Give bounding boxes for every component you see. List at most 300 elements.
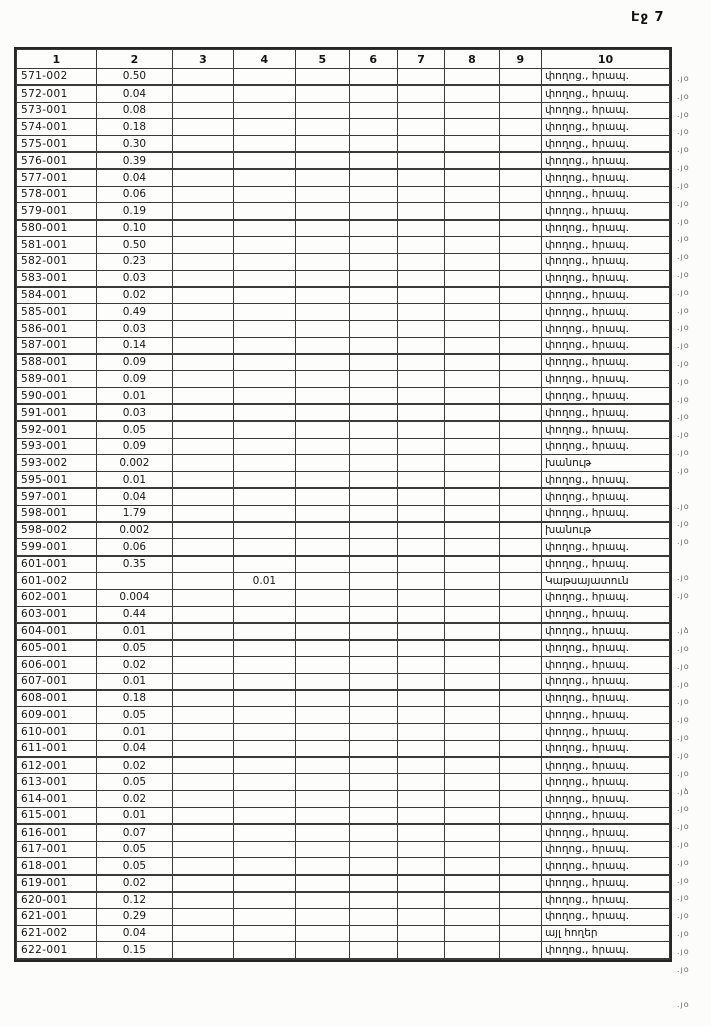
cell-empty bbox=[296, 136, 349, 153]
cell-empty bbox=[296, 824, 349, 841]
margin-mark: .յօ bbox=[677, 661, 690, 671]
cell-usage: փողոց., հրապ. bbox=[541, 774, 669, 791]
cell-area: 0.02 bbox=[96, 656, 173, 673]
margin-mark: .յօ bbox=[677, 822, 690, 832]
margin-mark: .յօ bbox=[677, 839, 690, 849]
cell-col4-value bbox=[233, 102, 295, 119]
cell-empty bbox=[296, 707, 349, 724]
cell-empty bbox=[296, 908, 349, 925]
cell-empty bbox=[499, 858, 541, 875]
cell-parcel-id: 610-001 bbox=[17, 724, 97, 741]
cell-empty bbox=[296, 556, 349, 573]
land-parcel-table bbox=[14, 47, 672, 962]
margin-mark: .յօ bbox=[677, 715, 690, 725]
margin-mark: .յձ bbox=[677, 626, 690, 636]
cell-col4-value bbox=[233, 455, 295, 472]
cell-empty bbox=[397, 152, 444, 169]
cell-parcel-id: 612-001 bbox=[17, 757, 97, 774]
cell-empty bbox=[397, 287, 444, 304]
cell-empty bbox=[349, 152, 397, 169]
cell-empty bbox=[445, 724, 499, 741]
column-header: 9 bbox=[499, 50, 541, 69]
cell-empty bbox=[173, 119, 233, 136]
cell-parcel-id: 601-002 bbox=[17, 572, 97, 589]
cell-empty bbox=[445, 673, 499, 690]
cell-empty bbox=[349, 186, 397, 203]
cell-col4-value bbox=[233, 85, 295, 102]
cell-empty bbox=[296, 808, 349, 825]
cell-empty bbox=[349, 169, 397, 186]
cell-empty bbox=[499, 875, 541, 892]
cell-empty bbox=[499, 220, 541, 237]
cell-col4-value bbox=[233, 539, 295, 556]
cell-usage: փողոց., հրապ. bbox=[541, 304, 669, 321]
table-row bbox=[17, 236, 670, 253]
cell-empty bbox=[349, 740, 397, 757]
table-row bbox=[17, 656, 670, 673]
cell-empty bbox=[445, 640, 499, 657]
cell-parcel-id: 593-001 bbox=[17, 438, 97, 455]
cell-empty bbox=[349, 119, 397, 136]
margin-mark: .յօ bbox=[677, 572, 690, 582]
cell-empty bbox=[499, 421, 541, 438]
cell-parcel-id: 584-001 bbox=[17, 287, 97, 304]
cell-empty bbox=[445, 69, 499, 86]
cell-col4-value bbox=[233, 724, 295, 741]
cell-empty bbox=[445, 505, 499, 522]
cell-parcel-id: 619-001 bbox=[17, 875, 97, 892]
cell-empty bbox=[499, 522, 541, 539]
cell-parcel-id: 598-001 bbox=[17, 505, 97, 522]
cell-usage: փողոց., հրապ. bbox=[541, 186, 669, 203]
cell-empty bbox=[173, 757, 233, 774]
cell-usage: փողոց., հրապ. bbox=[541, 808, 669, 825]
cell-area: 0.30 bbox=[96, 136, 173, 153]
cell-empty bbox=[397, 942, 444, 959]
cell-empty bbox=[173, 808, 233, 825]
cell-empty bbox=[397, 724, 444, 741]
cell-empty bbox=[499, 925, 541, 942]
cell-area: 0.05 bbox=[96, 421, 173, 438]
cell-area: 0.10 bbox=[96, 220, 173, 237]
cell-col4-value bbox=[233, 740, 295, 757]
cell-empty bbox=[173, 69, 233, 86]
table-row bbox=[17, 337, 670, 354]
cell-area bbox=[96, 572, 173, 589]
cell-empty bbox=[499, 404, 541, 421]
cell-area: 0.04 bbox=[96, 85, 173, 102]
margin-mark: .յօ bbox=[677, 697, 690, 707]
cell-area: 0.18 bbox=[96, 690, 173, 707]
cell-empty bbox=[349, 102, 397, 119]
table-row bbox=[17, 85, 670, 102]
cell-empty bbox=[173, 707, 233, 724]
cell-area: 0.14 bbox=[96, 337, 173, 354]
cell-empty bbox=[397, 707, 444, 724]
cell-area: 1.79 bbox=[96, 505, 173, 522]
cell-empty bbox=[397, 539, 444, 556]
cell-empty bbox=[445, 203, 499, 220]
cell-empty bbox=[173, 404, 233, 421]
cell-empty bbox=[499, 472, 541, 489]
cell-col4-value bbox=[233, 136, 295, 153]
cell-col4-value bbox=[233, 824, 295, 841]
cell-parcel-id: 605-001 bbox=[17, 640, 97, 657]
cell-empty bbox=[296, 875, 349, 892]
cell-col4-value bbox=[233, 908, 295, 925]
cell-usage: փողոց., հրապ. bbox=[541, 673, 669, 690]
cell-empty bbox=[499, 656, 541, 673]
cell-empty bbox=[397, 337, 444, 354]
cell-usage: փողոց., հրապ. bbox=[541, 404, 669, 421]
cell-empty bbox=[397, 236, 444, 253]
cell-empty bbox=[173, 320, 233, 337]
cell-col4-value bbox=[233, 186, 295, 203]
cell-empty bbox=[173, 522, 233, 539]
cell-empty bbox=[499, 85, 541, 102]
table-row bbox=[17, 724, 670, 741]
cell-parcel-id: 586-001 bbox=[17, 320, 97, 337]
cell-empty bbox=[173, 572, 233, 589]
cell-parcel-id: 602-001 bbox=[17, 589, 97, 606]
cell-empty bbox=[173, 690, 233, 707]
table-row bbox=[17, 152, 670, 169]
cell-col4-value bbox=[233, 606, 295, 623]
cell-area: 0.12 bbox=[96, 892, 173, 909]
cell-empty bbox=[296, 119, 349, 136]
cell-empty bbox=[296, 337, 349, 354]
margin-mark: .յօ bbox=[677, 929, 690, 938]
cell-empty bbox=[296, 791, 349, 808]
cell-empty bbox=[173, 455, 233, 472]
cell-parcel-id: 621-001 bbox=[17, 908, 97, 925]
cell-usage: փողոց., հրապ. bbox=[541, 589, 669, 606]
cell-empty bbox=[397, 85, 444, 102]
cell-usage: խանութ bbox=[541, 455, 669, 472]
cell-empty bbox=[173, 875, 233, 892]
table-row bbox=[17, 740, 670, 757]
margin-mark: .յօ bbox=[677, 74, 690, 83]
cell-empty bbox=[296, 388, 349, 405]
cell-empty bbox=[296, 404, 349, 421]
cell-area: 0.02 bbox=[96, 757, 173, 774]
cell-parcel-id: 617-001 bbox=[17, 841, 97, 858]
cell-empty bbox=[445, 320, 499, 337]
cell-usage: փողոց., հրապ. bbox=[541, 287, 669, 304]
cell-col4-value bbox=[233, 841, 295, 858]
cell-empty bbox=[173, 488, 233, 505]
cell-area: 0.06 bbox=[96, 186, 173, 203]
cell-usage: Կաթսայատուն bbox=[541, 572, 669, 589]
table-row bbox=[17, 707, 670, 724]
cell-area: 0.19 bbox=[96, 203, 173, 220]
cell-parcel-id: 604-001 bbox=[17, 623, 97, 640]
cell-empty bbox=[349, 656, 397, 673]
cell-parcel-id: 611-001 bbox=[17, 740, 97, 757]
cell-usage: փողոց., հրապ. bbox=[541, 707, 669, 724]
cell-empty bbox=[173, 673, 233, 690]
cell-area: 0.07 bbox=[96, 824, 173, 841]
cell-empty bbox=[499, 757, 541, 774]
cell-area: 0.05 bbox=[96, 841, 173, 858]
table-row bbox=[17, 673, 670, 690]
cell-empty bbox=[445, 858, 499, 875]
cell-empty bbox=[173, 236, 233, 253]
table-row bbox=[17, 404, 670, 421]
cell-area: 0.01 bbox=[96, 623, 173, 640]
cell-empty bbox=[499, 505, 541, 522]
cell-usage: փողոց., հրապ. bbox=[541, 539, 669, 556]
cell-empty bbox=[296, 606, 349, 623]
cell-col4-value bbox=[233, 371, 295, 388]
cell-empty bbox=[397, 404, 444, 421]
margin-mark: .յօ bbox=[677, 750, 690, 760]
cell-usage: փողոց., հրապ. bbox=[541, 119, 669, 136]
table-row bbox=[17, 354, 670, 371]
cell-empty bbox=[445, 304, 499, 321]
cell-usage: փողոց., հրապ. bbox=[541, 69, 669, 86]
cell-area: 0.18 bbox=[96, 119, 173, 136]
cell-parcel-id: 597-001 bbox=[17, 488, 97, 505]
cell-usage: փողոց., հրապ. bbox=[541, 892, 669, 909]
cell-col4-value bbox=[233, 640, 295, 657]
table-row bbox=[17, 136, 670, 153]
table-row bbox=[17, 169, 670, 186]
cell-empty bbox=[499, 824, 541, 841]
cell-empty bbox=[499, 774, 541, 791]
cell-empty bbox=[397, 925, 444, 942]
cell-empty bbox=[499, 690, 541, 707]
table-row bbox=[17, 942, 670, 959]
cell-empty bbox=[349, 337, 397, 354]
cell-empty bbox=[349, 606, 397, 623]
cell-empty bbox=[445, 589, 499, 606]
data-table bbox=[16, 49, 670, 960]
cell-empty bbox=[397, 623, 444, 640]
cell-area: 0.01 bbox=[96, 673, 173, 690]
cell-empty bbox=[296, 673, 349, 690]
cell-empty bbox=[397, 472, 444, 489]
table-row bbox=[17, 623, 670, 640]
cell-empty bbox=[499, 152, 541, 169]
table-row bbox=[17, 320, 670, 337]
cell-empty bbox=[445, 119, 499, 136]
cell-usage: փողոց., հրապ. bbox=[541, 236, 669, 253]
cell-empty bbox=[349, 556, 397, 573]
table-row bbox=[17, 757, 670, 774]
table-row bbox=[17, 455, 670, 472]
table-row bbox=[17, 472, 670, 489]
cell-empty bbox=[349, 757, 397, 774]
cell-empty bbox=[397, 656, 444, 673]
cell-area: 0.01 bbox=[96, 472, 173, 489]
column-header: 7 bbox=[397, 50, 444, 69]
cell-col4-value bbox=[233, 421, 295, 438]
cell-usage: փողոց., հրապ. bbox=[541, 791, 669, 808]
cell-empty bbox=[397, 908, 444, 925]
table-row bbox=[17, 589, 670, 606]
header-row bbox=[17, 50, 670, 69]
cell-usage: փողոց., հրապ. bbox=[541, 253, 669, 270]
cell-empty bbox=[397, 421, 444, 438]
cell-empty bbox=[499, 942, 541, 959]
cell-empty bbox=[397, 488, 444, 505]
table-row bbox=[17, 505, 670, 522]
cell-usage: փողոց., հրապ. bbox=[541, 740, 669, 757]
table-row bbox=[17, 824, 670, 841]
table-row bbox=[17, 572, 670, 589]
margin-mark: .յօ bbox=[677, 91, 690, 101]
cell-empty bbox=[397, 371, 444, 388]
cell-usage: փողոց., հրապ. bbox=[541, 354, 669, 371]
cell-area: 0.05 bbox=[96, 858, 173, 875]
cell-parcel-id: 621-002 bbox=[17, 925, 97, 942]
cell-area: 0.04 bbox=[96, 169, 173, 186]
column-header: 2 bbox=[96, 50, 173, 69]
cell-empty bbox=[349, 438, 397, 455]
cell-area: 0.09 bbox=[96, 354, 173, 371]
cell-empty bbox=[499, 236, 541, 253]
margin-mark: .յօ bbox=[677, 198, 690, 208]
margin-mark bbox=[677, 551, 709, 569]
cell-parcel-id: 592-001 bbox=[17, 421, 97, 438]
cell-empty bbox=[349, 572, 397, 589]
cell-empty bbox=[397, 858, 444, 875]
cell-area: 0.01 bbox=[96, 724, 173, 741]
cell-usage: փողոց., հրապ. bbox=[541, 371, 669, 388]
cell-empty bbox=[397, 522, 444, 539]
cell-area: 0.02 bbox=[96, 875, 173, 892]
table-row bbox=[17, 690, 670, 707]
cell-usage: փողոց., հրապ. bbox=[541, 85, 669, 102]
cell-empty bbox=[349, 421, 397, 438]
cell-empty bbox=[397, 673, 444, 690]
cell-empty bbox=[296, 253, 349, 270]
cell-empty bbox=[349, 724, 397, 741]
cell-empty bbox=[397, 119, 444, 136]
cell-empty bbox=[445, 791, 499, 808]
cell-parcel-id: 578-001 bbox=[17, 186, 97, 203]
cell-empty bbox=[173, 253, 233, 270]
cell-col4-value bbox=[233, 690, 295, 707]
cell-col4-value bbox=[233, 404, 295, 421]
cell-empty bbox=[349, 236, 397, 253]
cell-empty bbox=[349, 270, 397, 287]
column-header: 5 bbox=[296, 50, 349, 69]
cell-col4-value bbox=[233, 320, 295, 337]
cell-parcel-id: 598-002 bbox=[17, 522, 97, 539]
cell-parcel-id: 590-001 bbox=[17, 388, 97, 405]
cell-parcel-id: 615-001 bbox=[17, 808, 97, 825]
cell-col4-value bbox=[233, 858, 295, 875]
margin-mark: .յօ bbox=[677, 1000, 690, 1010]
cell-empty bbox=[173, 102, 233, 119]
margin-mark: .յօ bbox=[677, 430, 690, 440]
margin-mark: .յօ bbox=[677, 127, 690, 137]
cell-col4-value bbox=[233, 875, 295, 892]
cell-usage: փողոց., հրապ. bbox=[541, 102, 669, 119]
cell-empty bbox=[397, 505, 444, 522]
cell-empty bbox=[173, 287, 233, 304]
cell-empty bbox=[445, 707, 499, 724]
cell-empty bbox=[397, 757, 444, 774]
cell-empty bbox=[445, 169, 499, 186]
cell-empty bbox=[397, 892, 444, 909]
cell-usage: փողոց., հրապ. bbox=[541, 757, 669, 774]
table-row bbox=[17, 438, 670, 455]
cell-parcel-id: 580-001 bbox=[17, 220, 97, 237]
cell-empty bbox=[499, 270, 541, 287]
cell-empty bbox=[349, 488, 397, 505]
table-row bbox=[17, 488, 670, 505]
cell-usage: փողոց., հրապ. bbox=[541, 136, 669, 153]
cell-empty bbox=[397, 203, 444, 220]
table-row bbox=[17, 119, 670, 136]
table-row bbox=[17, 270, 670, 287]
cell-empty bbox=[296, 488, 349, 505]
cell-empty bbox=[349, 85, 397, 102]
cell-area: 0.03 bbox=[96, 404, 173, 421]
cell-empty bbox=[445, 774, 499, 791]
cell-empty bbox=[499, 119, 541, 136]
margin-mark: .յօ bbox=[677, 964, 690, 974]
cell-empty bbox=[397, 354, 444, 371]
cell-empty bbox=[499, 892, 541, 909]
cell-empty bbox=[445, 539, 499, 556]
cell-parcel-id: 572-001 bbox=[17, 85, 97, 102]
table-row bbox=[17, 892, 670, 909]
cell-parcel-id: 607-001 bbox=[17, 673, 97, 690]
cell-usage: փողոց., հրապ. bbox=[541, 421, 669, 438]
cell-area: 0.04 bbox=[96, 740, 173, 757]
cell-empty bbox=[499, 371, 541, 388]
cell-empty bbox=[296, 85, 349, 102]
cell-area: 0.35 bbox=[96, 556, 173, 573]
margin-mark: .յօ bbox=[677, 768, 690, 778]
table-row bbox=[17, 388, 670, 405]
cell-col4-value bbox=[233, 757, 295, 774]
table-row bbox=[17, 640, 670, 657]
cell-empty bbox=[173, 438, 233, 455]
cell-empty bbox=[499, 740, 541, 757]
cell-empty bbox=[445, 841, 499, 858]
cell-empty bbox=[397, 69, 444, 86]
cell-empty bbox=[445, 908, 499, 925]
cell-empty bbox=[173, 152, 233, 169]
cell-usage: խանութ bbox=[541, 522, 669, 539]
cell-empty bbox=[173, 136, 233, 153]
cell-empty bbox=[173, 472, 233, 489]
cell-empty bbox=[445, 136, 499, 153]
cell-empty bbox=[445, 287, 499, 304]
cell-area: 0.29 bbox=[96, 908, 173, 925]
margin-mark: .յօ bbox=[677, 537, 690, 547]
cell-col4-value bbox=[233, 270, 295, 287]
cell-empty bbox=[296, 102, 349, 119]
cell-area: 0.50 bbox=[96, 236, 173, 253]
cell-empty bbox=[445, 892, 499, 909]
cell-empty bbox=[445, 757, 499, 774]
margin-mark: .յօ bbox=[677, 733, 690, 743]
margin-mark: .յօ bbox=[677, 501, 690, 511]
cell-empty bbox=[445, 572, 499, 589]
cell-col4-value bbox=[233, 304, 295, 321]
cell-col4-value bbox=[233, 438, 295, 455]
cell-empty bbox=[173, 169, 233, 186]
cell-empty bbox=[445, 808, 499, 825]
cell-empty bbox=[445, 220, 499, 237]
cell-empty bbox=[445, 102, 499, 119]
